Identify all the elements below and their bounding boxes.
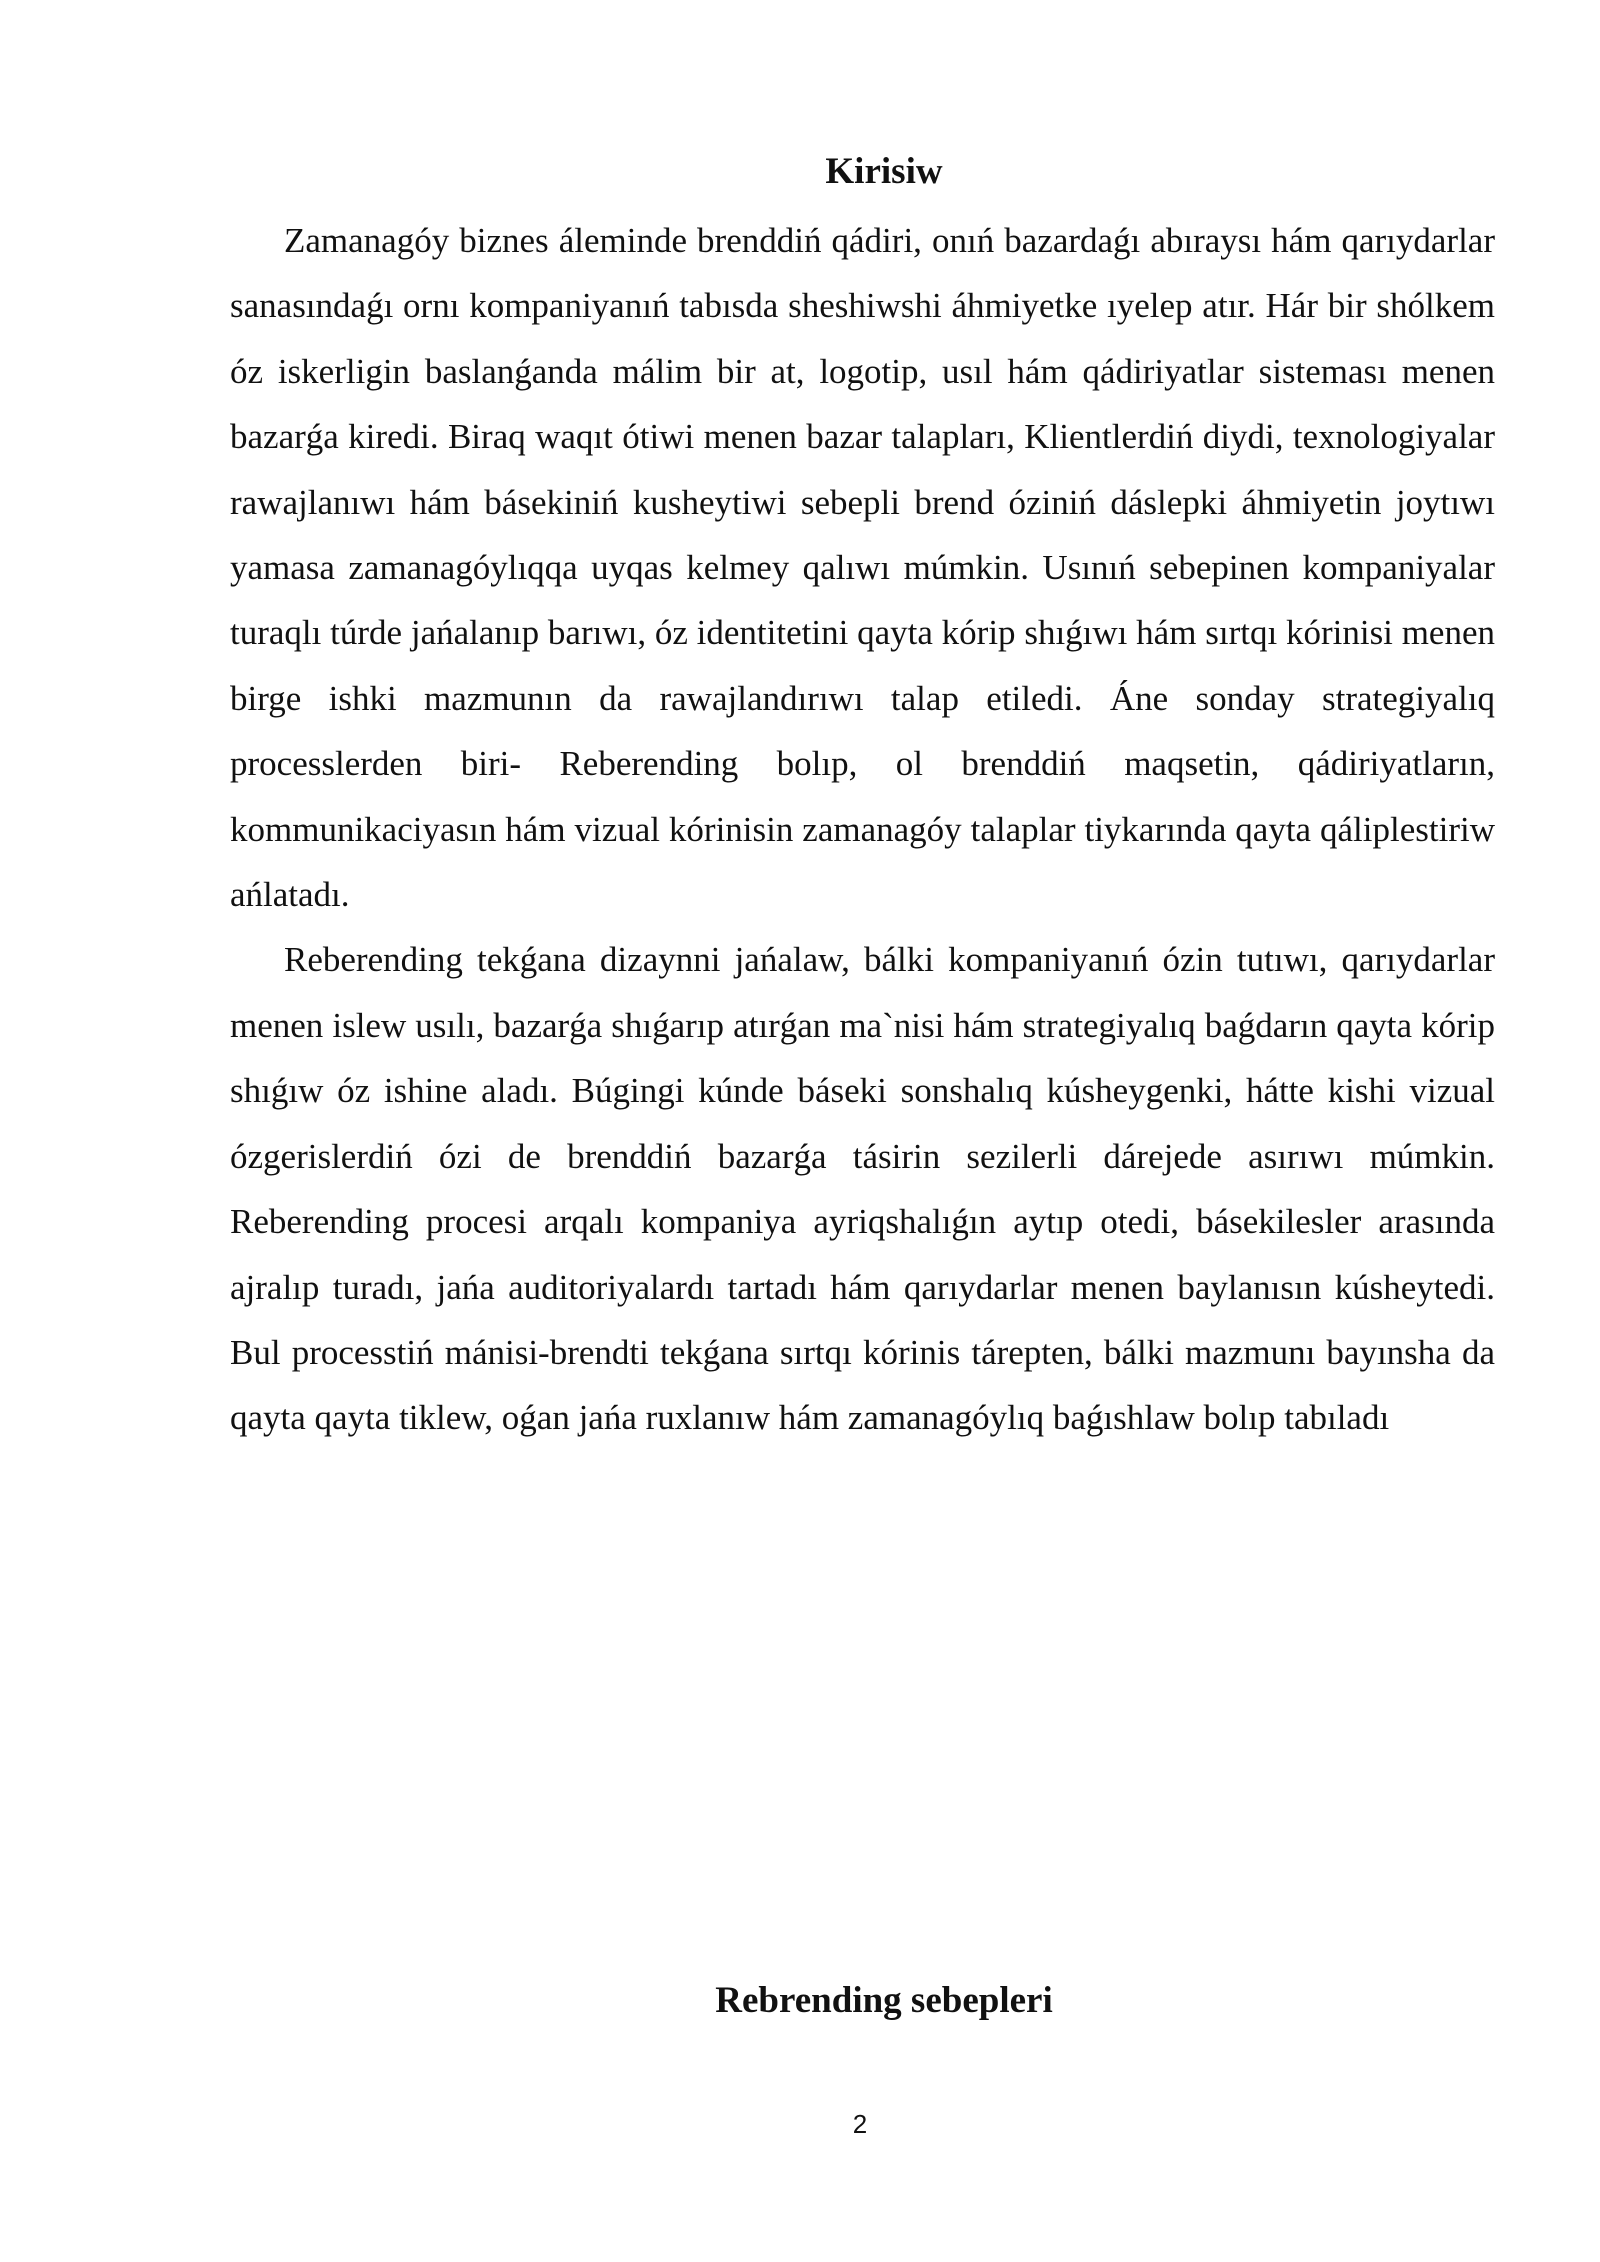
section-heading-reasons: Rebrending sebepleri — [715, 1980, 1053, 2021]
page-number: 2 — [852, 2109, 868, 2139]
section-heading-intro: Kirisiw — [825, 151, 943, 192]
paragraph-1: Zamanagóy biznes áleminde brenddiń qádiri, onıń bazardaǵı abıraysı hám qarıydarlar sanasındaǵı ornı kompaniyanıń tabısda sheshiwshi áhmiyetke ıyelep atır. Hár bir shólkem óz iskerligin baslanǵanda málim bir at, logotip, usıl hám qádiriyatlar sisteması menen bazarǵa kiredi. Biraq waqıt ótiwi menen bazar talapları, Klientlerdiń diydi, texnologiyalar rawajlanıwı hám básekiniń kusheytiwi sebepli brend óziniń dáslepki áhmiyetin joytıwı yamasa zamanagóylıqqa uyqas kelmey qalıwı múmkin. Usınıń sebepinen kompaniyalar turaqlı túrde jańalanıp barıwı, óz identitetini qayta kórip shıǵıwı hám sırtqı kórinisi menen birge ishki mazmunın da rawajlandırıwı talap etiledi. Áne sonday strategiyalıq processlerden biri- Reberending bolıp, ol brenddiń maqsetin, qádiriyatların, kommunikaciyasın hám vizual kórinisin zamanagóy talaplar tiykarında qayta qáliplestiriw ańlatadı. — [230, 221, 1495, 915]
body-text — [230, 208, 1495, 1451]
paragraph-2: Reberending tekǵana dizaynni jańalaw, bálki kompaniyanıń ózin tutıwı, qarıydarlar menen islew usılı, bazarǵa shıǵarıp atırǵan ma`nisi hám strategiyalıq baǵdarın qayta kórip shıǵıw óz ishine aladı. Búgingi kúnde báseki sonshalıq kúsheygenki, hátte kishi vizual ózgerislerdiń ózi de brenddiń bazarǵa tásirin sezilerli dárejede asırıwı múmkin. Reberending procesi arqalı kompaniya ayriqshalıǵın aytıp otedi, básekilesler arasında ajralıp turadı, jańa auditoriyalardı tartadı hám qarıydarlar menen baylanısın kúsheytedi. Bul processtiń mánisi-brendti tekǵana sırtqı kórinis tárepten, bálki mazmunı bayınsha da qayta qayta tiklew, oǵan jańa ruxlanıw hám zamanagóylıq baǵıshlaw bolıp tabıladı — [230, 940, 1495, 1438]
